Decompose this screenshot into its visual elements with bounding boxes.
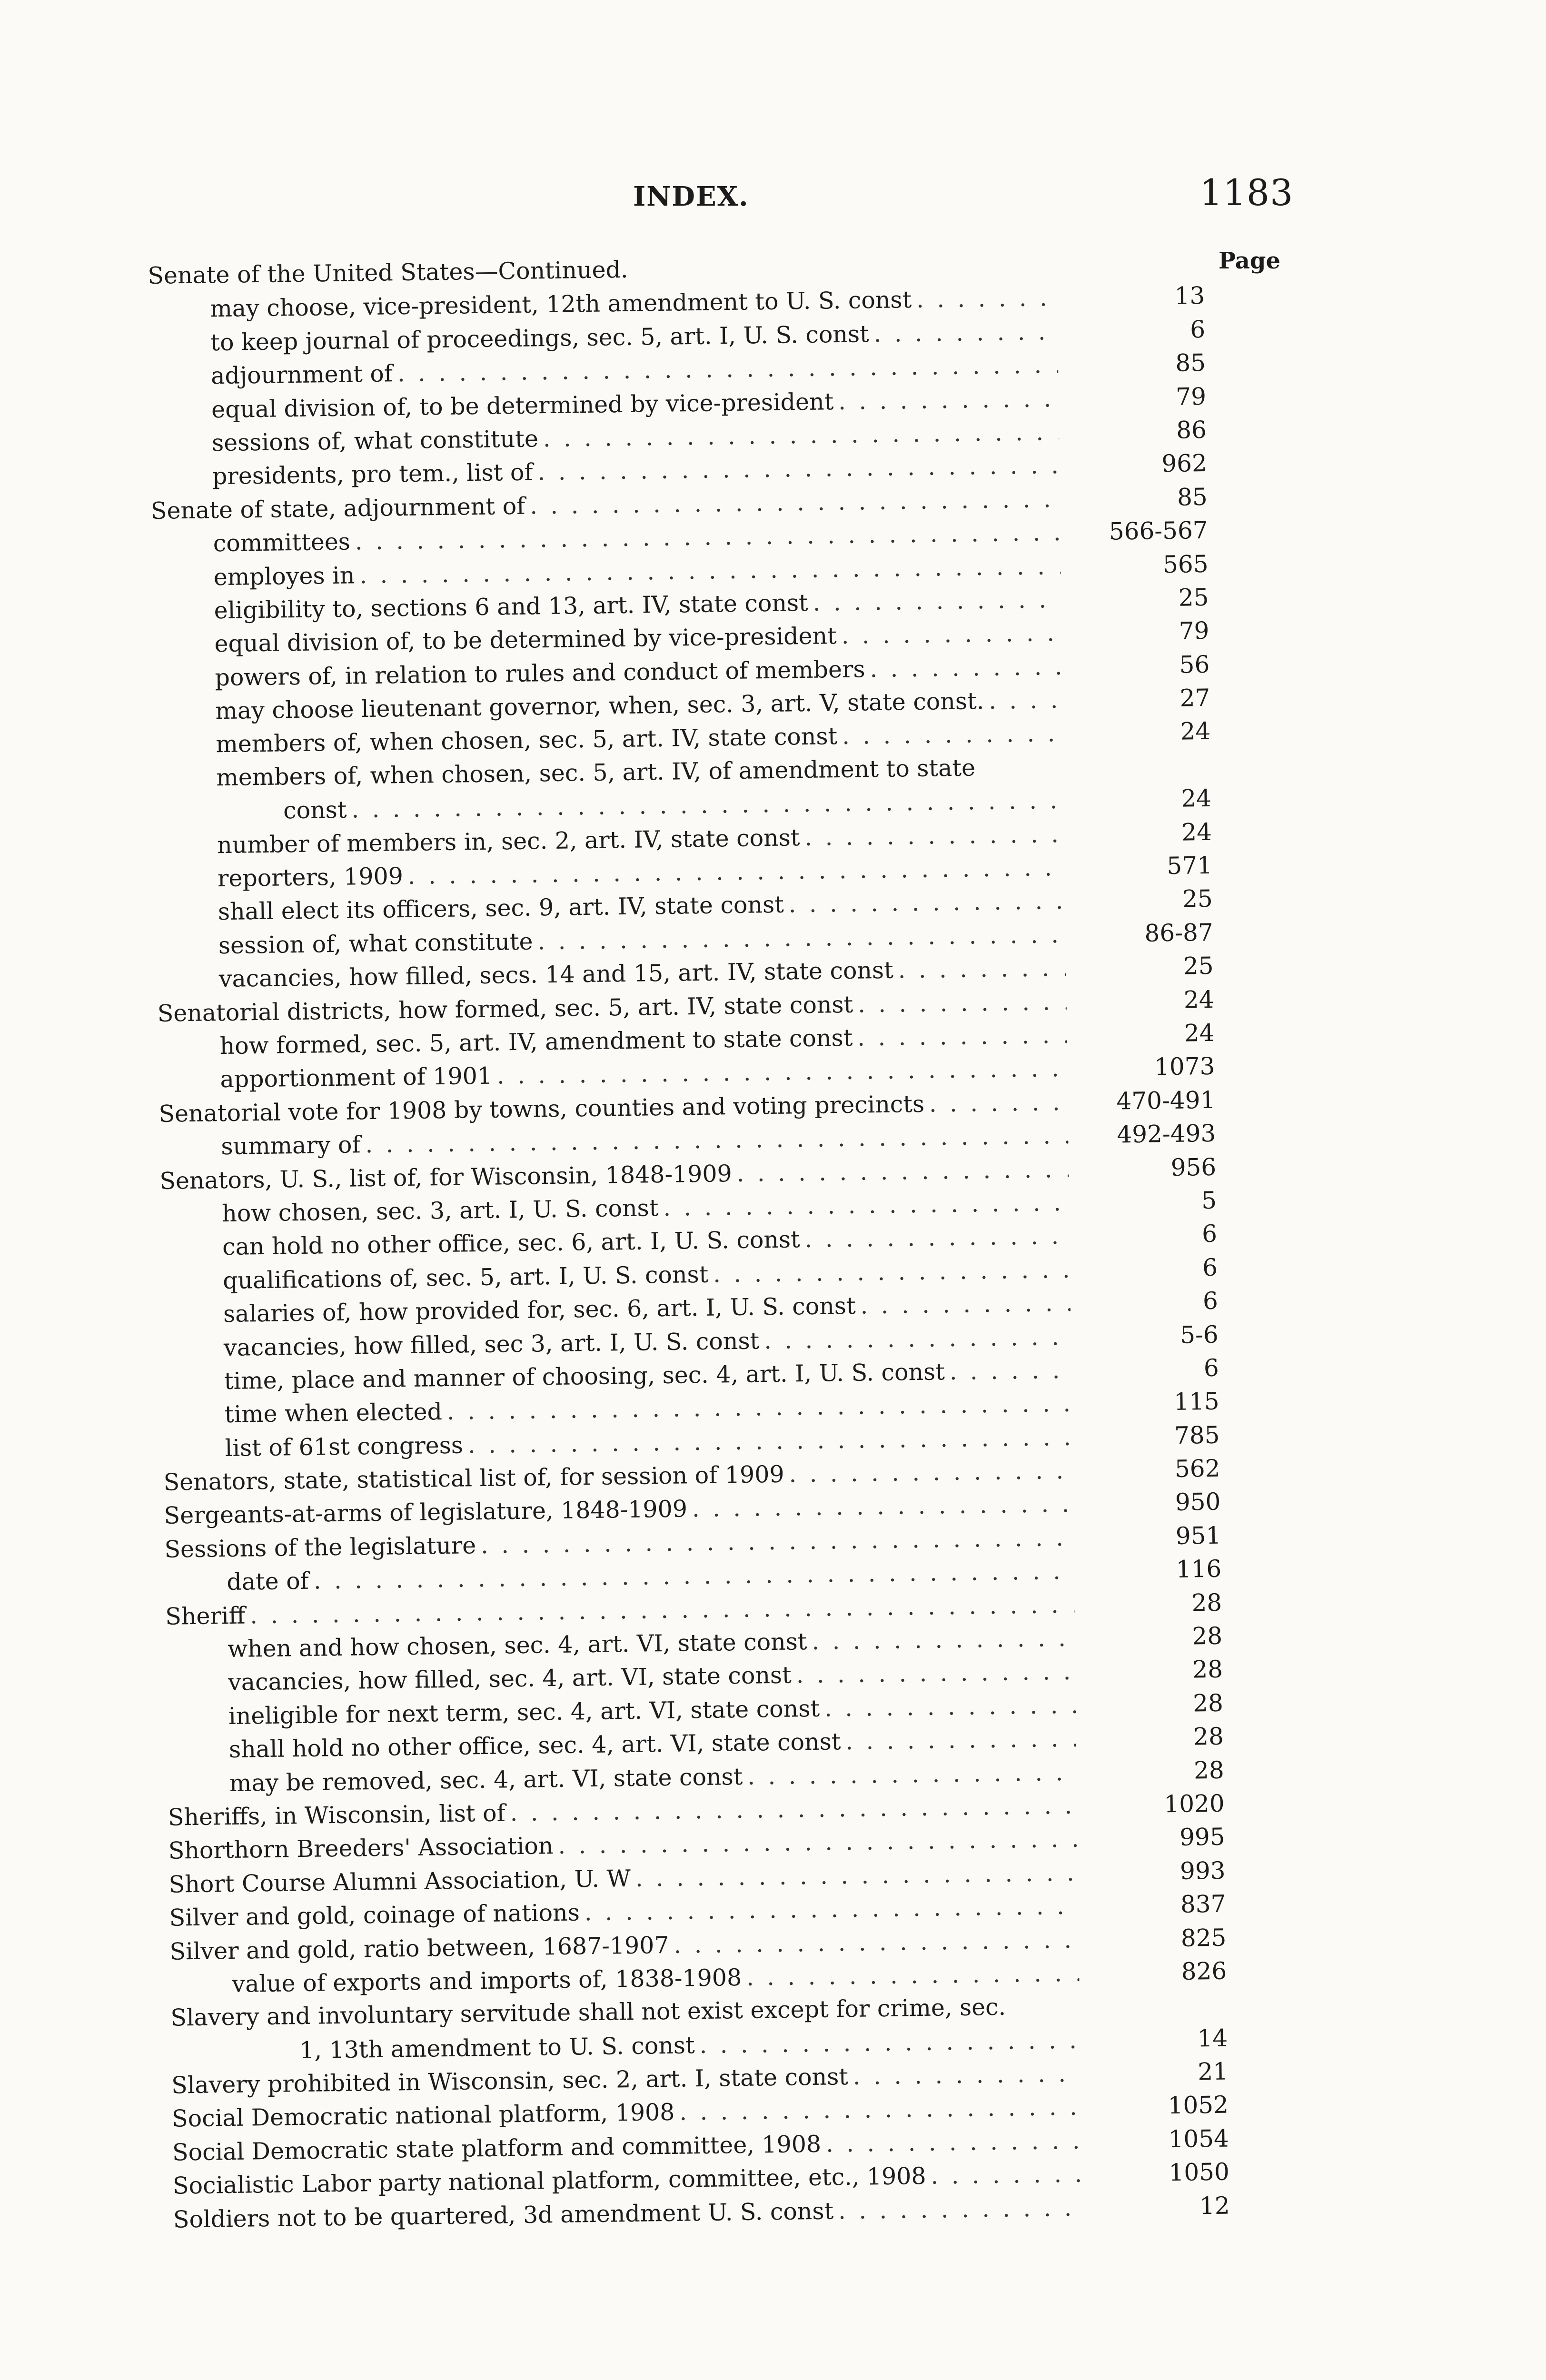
entry-page-ref: 85 <box>1175 349 1206 377</box>
entry-page-ref: 826 <box>1181 1957 1227 1985</box>
entry-text: Senatorial districts, how formed, sec. 5, art. IV, state const <box>157 991 853 1027</box>
entry-text: Social Democratic state platform and committee, 1908 <box>172 2130 822 2166</box>
dot-leader <box>804 818 1064 855</box>
dot-leader <box>747 1755 1077 1793</box>
dot-leader <box>898 952 1066 987</box>
entry-page-ref: 571 <box>1167 851 1213 880</box>
dot-leader <box>858 985 1067 1021</box>
dot-leader <box>931 2158 1082 2193</box>
entry-text: summary of <box>221 1131 361 1160</box>
entry-text: when and how chosen, sec. 4, art. VI, state const <box>227 1628 807 1663</box>
entry-text: employes in <box>213 561 355 591</box>
entry-page-ref: 1054 <box>1168 2124 1229 2153</box>
dot-leader <box>929 1086 1068 1121</box>
dot-leader <box>674 1923 1079 1962</box>
dot-leader <box>845 1722 1076 1759</box>
entry-page-ref: 5 <box>1201 1186 1217 1215</box>
entry-page-ref: 6 <box>1203 1354 1219 1382</box>
dot-leader <box>841 616 1062 653</box>
index-entry-list <box>148 246 1235 2236</box>
entry-page-ref: 956 <box>1170 1153 1217 1181</box>
entry-page-ref: 470-491 <box>1116 1086 1216 1115</box>
entry-page-ref: 13 <box>1174 282 1205 310</box>
entry-text: Silver and gold, ratio between, 1687-1907 <box>169 1931 669 1965</box>
dot-leader <box>842 717 1063 753</box>
entry-text: to keep journal of proceedings, sec. 5, art. I, U. S. const <box>210 320 870 357</box>
running-head: INDEX. <box>633 181 749 212</box>
entry-text: value of exports and imports of, 1838-1908 <box>232 1964 742 1998</box>
entry-text: number of members in, sec. 2, art. IV, state const <box>217 823 800 859</box>
entry-text: members of, when chosen, sec. 5, art. IV, of amendment to state <box>216 754 976 792</box>
entry-text: committees <box>213 528 351 557</box>
entry-page-ref: 24 <box>1180 717 1211 746</box>
entry-page-ref: 562 <box>1174 1454 1220 1483</box>
dot-leader <box>826 2124 1082 2161</box>
dot-leader <box>788 884 1065 922</box>
dot-leader <box>989 684 1063 718</box>
entry-text: 1, 13th amendment to U. S. const <box>299 2031 695 2064</box>
entry-text: adjournment of <box>210 360 393 390</box>
entry-page-ref: 27 <box>1179 684 1210 712</box>
entry-page-ref: 6 <box>1189 315 1206 344</box>
entry-page-ref: 565 <box>1162 550 1209 578</box>
dot-leader <box>824 1689 1076 1726</box>
entry-page-ref: 1050 <box>1169 2158 1230 2187</box>
entry-text: equal division of, to be determined by vice-president <box>211 387 834 423</box>
entry-page-ref: 85 <box>1177 483 1208 511</box>
page-column-heading: Page <box>1219 248 1281 274</box>
dot-leader <box>584 1890 1079 1930</box>
dot-leader <box>838 2191 1082 2228</box>
dot-leader <box>635 1856 1078 1895</box>
entry-page-ref: 1073 <box>1154 1052 1215 1081</box>
dot-leader <box>746 1957 1080 1995</box>
entry-text: may be removed, sec. 4, art. VI, state const <box>229 1763 743 1797</box>
entry-text: sessions of, what constitute <box>211 425 539 457</box>
page-header <box>0 171 1546 228</box>
entry-text: Slavery and involuntary servitude shall not exist except for crime, sec. <box>170 1993 1006 2032</box>
entry-text: ineligible for next term, sec. 4, art. VI, state const <box>228 1695 820 1730</box>
entry-text: Senate of state, adjournment of <box>150 492 525 525</box>
entry-page-ref: 28 <box>1192 1689 1224 1717</box>
entry-text: const <box>283 796 347 824</box>
dot-leader <box>764 1320 1071 1358</box>
dot-leader <box>853 2057 1081 2094</box>
entry-page-ref: 825 <box>1180 1924 1227 1952</box>
entry-text: salaries of, how provided for, sec. 6, art. I, U. S. const <box>223 1292 856 1328</box>
entry-text: vacancies, how filled, secs. 14 and 15, art. IV, state const <box>218 956 894 993</box>
entry-page-ref: 21 <box>1198 2057 1229 2086</box>
entry-text: Slavery prohibited in Wisconsin, sec. 2, art. I, state const <box>171 2063 849 2099</box>
entry-text: Sheriff <box>165 1602 246 1630</box>
entry-text: members of, when chosen, sec. 5, art. IV, state const <box>215 723 838 758</box>
entry-page-ref: 962 <box>1161 449 1208 478</box>
entry-text: presidents, pro tem., list of <box>212 458 533 490</box>
entry-text: eligibility to, sections 6 and 13, art. IV, state const <box>214 589 809 625</box>
entry-text: Senators, state, statistical list of, for session of 1909 <box>163 1460 784 1496</box>
entry-page-ref: 28 <box>1192 1622 1223 1650</box>
entry-page-ref: 566-567 <box>1109 516 1209 545</box>
entry-page-ref: 24 <box>1181 818 1212 846</box>
entry-page-ref: 24 <box>1183 985 1214 1014</box>
entry-text: time, place and manner of choosing, sec. 4, art. I, U. S. const <box>224 1358 945 1395</box>
entry-text: equal division of, to be determined by vice-president <box>214 622 837 658</box>
entry-text: time when elected <box>224 1398 443 1428</box>
entry-page-ref: 5-6 <box>1179 1320 1219 1349</box>
entry-page-ref: 24 <box>1184 1019 1215 1047</box>
entry-text: shall elect its officers, sec. 9, art. IV, state const <box>218 891 784 926</box>
entry-page-ref: 86-87 <box>1144 918 1214 947</box>
dot-leader <box>804 1220 1070 1257</box>
entry-page-ref: 837 <box>1180 1890 1226 1919</box>
entry-text: vacancies, how filled, sec 3, art. I, U. S. const <box>223 1327 760 1361</box>
entry-page-ref: 79 <box>1179 617 1209 645</box>
entry-text: apportionment of 1901 <box>220 1062 493 1093</box>
entry-text: Sessions of the legislature <box>164 1532 476 1563</box>
dot-leader <box>692 1488 1073 1526</box>
entry-text: session of, what constitute <box>218 928 533 959</box>
dot-leader <box>838 382 1059 418</box>
dot-leader <box>873 315 1058 351</box>
entry-text: qualifications of, sec. 5, art. I, U. S. const <box>222 1260 709 1294</box>
entry-text: vacancies, how filled, sec. 4, art. VI, state const <box>228 1661 792 1696</box>
entry-page-ref: 6 <box>1201 1220 1218 1248</box>
entry-page-ref: 79 <box>1175 382 1207 411</box>
entry-text: Sheriffs, in Wisconsin, list of <box>168 1799 506 1831</box>
entry-page-ref: 993 <box>1179 1856 1226 1885</box>
entry-text: how chosen, sec. 3, art. I, U. S. const <box>221 1194 659 1228</box>
entry-text: Socialistic Labor party national platform, committee, etc., 1908 <box>172 2162 926 2200</box>
entry-page-ref: 25 <box>1182 885 1213 913</box>
entry-text: powers of, in relation to rules and conduct of members <box>215 655 865 691</box>
entry-text: date of <box>227 1567 309 1596</box>
entry-text: Sergeants-at-arms of legislature, 1848-1909 <box>164 1495 688 1530</box>
entry-page-ref: 28 <box>1191 1588 1222 1617</box>
entry-text: Shorthorn Breeders' Association <box>168 1832 554 1865</box>
entry-page-ref: 6 <box>1202 1253 1218 1281</box>
dot-leader <box>699 2023 1080 2062</box>
entry-text: Short Course Alumni Association, U. W <box>168 1864 631 1898</box>
dot-leader <box>796 1655 1075 1692</box>
dot-leader <box>860 1287 1070 1323</box>
entry-page-ref: 12 <box>1199 2192 1230 2220</box>
entry-page-ref: 492-493 <box>1117 1119 1216 1149</box>
entry-page-ref: 995 <box>1179 1823 1225 1852</box>
entry-page-ref: 28 <box>1193 1756 1225 1785</box>
entry-page-ref: 6 <box>1202 1287 1219 1315</box>
dot-leader <box>679 2091 1081 2129</box>
entry-text: Social Democratic national platform, 1908 <box>171 2099 675 2133</box>
entry-page-ref: 56 <box>1179 650 1210 679</box>
page-number: 1183 <box>1199 171 1294 214</box>
entry-page-ref: 86 <box>1176 416 1207 444</box>
entry-text: can hold no other office, sec. 6, art. I, U. S. const <box>222 1226 801 1261</box>
dot-leader <box>812 1622 1075 1659</box>
entry-text: shall hold no other office, sec. 4, art. VI, state const <box>228 1728 841 1764</box>
entry-page-ref: 25 <box>1183 952 1214 980</box>
entry-text: how formed, sec. 5, art. IV, amendment to state const <box>219 1024 853 1060</box>
entry-text: may choose lieutenant governor, when, sec. 3, art. V, state const. <box>215 687 984 725</box>
dot-leader <box>857 1019 1067 1055</box>
entry-page-ref: 785 <box>1174 1421 1220 1449</box>
entry-page-ref: 116 <box>1176 1555 1222 1584</box>
dot-leader <box>713 1253 1070 1291</box>
entry-page-ref: 1052 <box>1168 2091 1229 2120</box>
entry-page-ref: 115 <box>1173 1388 1219 1416</box>
entry-page-ref: 25 <box>1178 583 1209 612</box>
dot-leader <box>663 1186 1070 1225</box>
dot-leader <box>870 650 1062 686</box>
entry-page-ref: 28 <box>1192 1656 1223 1684</box>
dot-leader <box>813 583 1061 620</box>
entry-page-ref: 1020 <box>1164 1789 1225 1818</box>
entry-page-ref: 950 <box>1175 1488 1221 1517</box>
entry-page-ref: 28 <box>1193 1722 1224 1751</box>
entry-text: Senatorial vote for 1908 by towns, counties and voting precincts <box>159 1090 925 1128</box>
entry-text: reporters, 1909 <box>217 863 404 892</box>
entry-page-ref: 14 <box>1197 2024 1228 2053</box>
entry-text: may choose, vice-president, 12th amendment to U. S. const <box>210 286 912 323</box>
dot-leader <box>949 1354 1071 1389</box>
dot-leader <box>789 1454 1073 1491</box>
dot-leader <box>736 1152 1069 1190</box>
entry-text: Senate of the United States—Continued. <box>148 256 628 289</box>
entry-text: Senators, U. S., list of, for Wisconsin, 1848-1909 <box>159 1160 733 1195</box>
entry-text: Soldiers not to be quartered, 3d amendment U. S. const <box>173 2197 834 2233</box>
dot-leader <box>916 281 1058 317</box>
entry-text: Silver and gold, coinage of nations <box>169 1899 580 1932</box>
entry-page-ref: 24 <box>1181 784 1212 813</box>
entry-page-ref: 951 <box>1175 1521 1221 1550</box>
entry-text: list of 61st congress <box>225 1431 464 1462</box>
